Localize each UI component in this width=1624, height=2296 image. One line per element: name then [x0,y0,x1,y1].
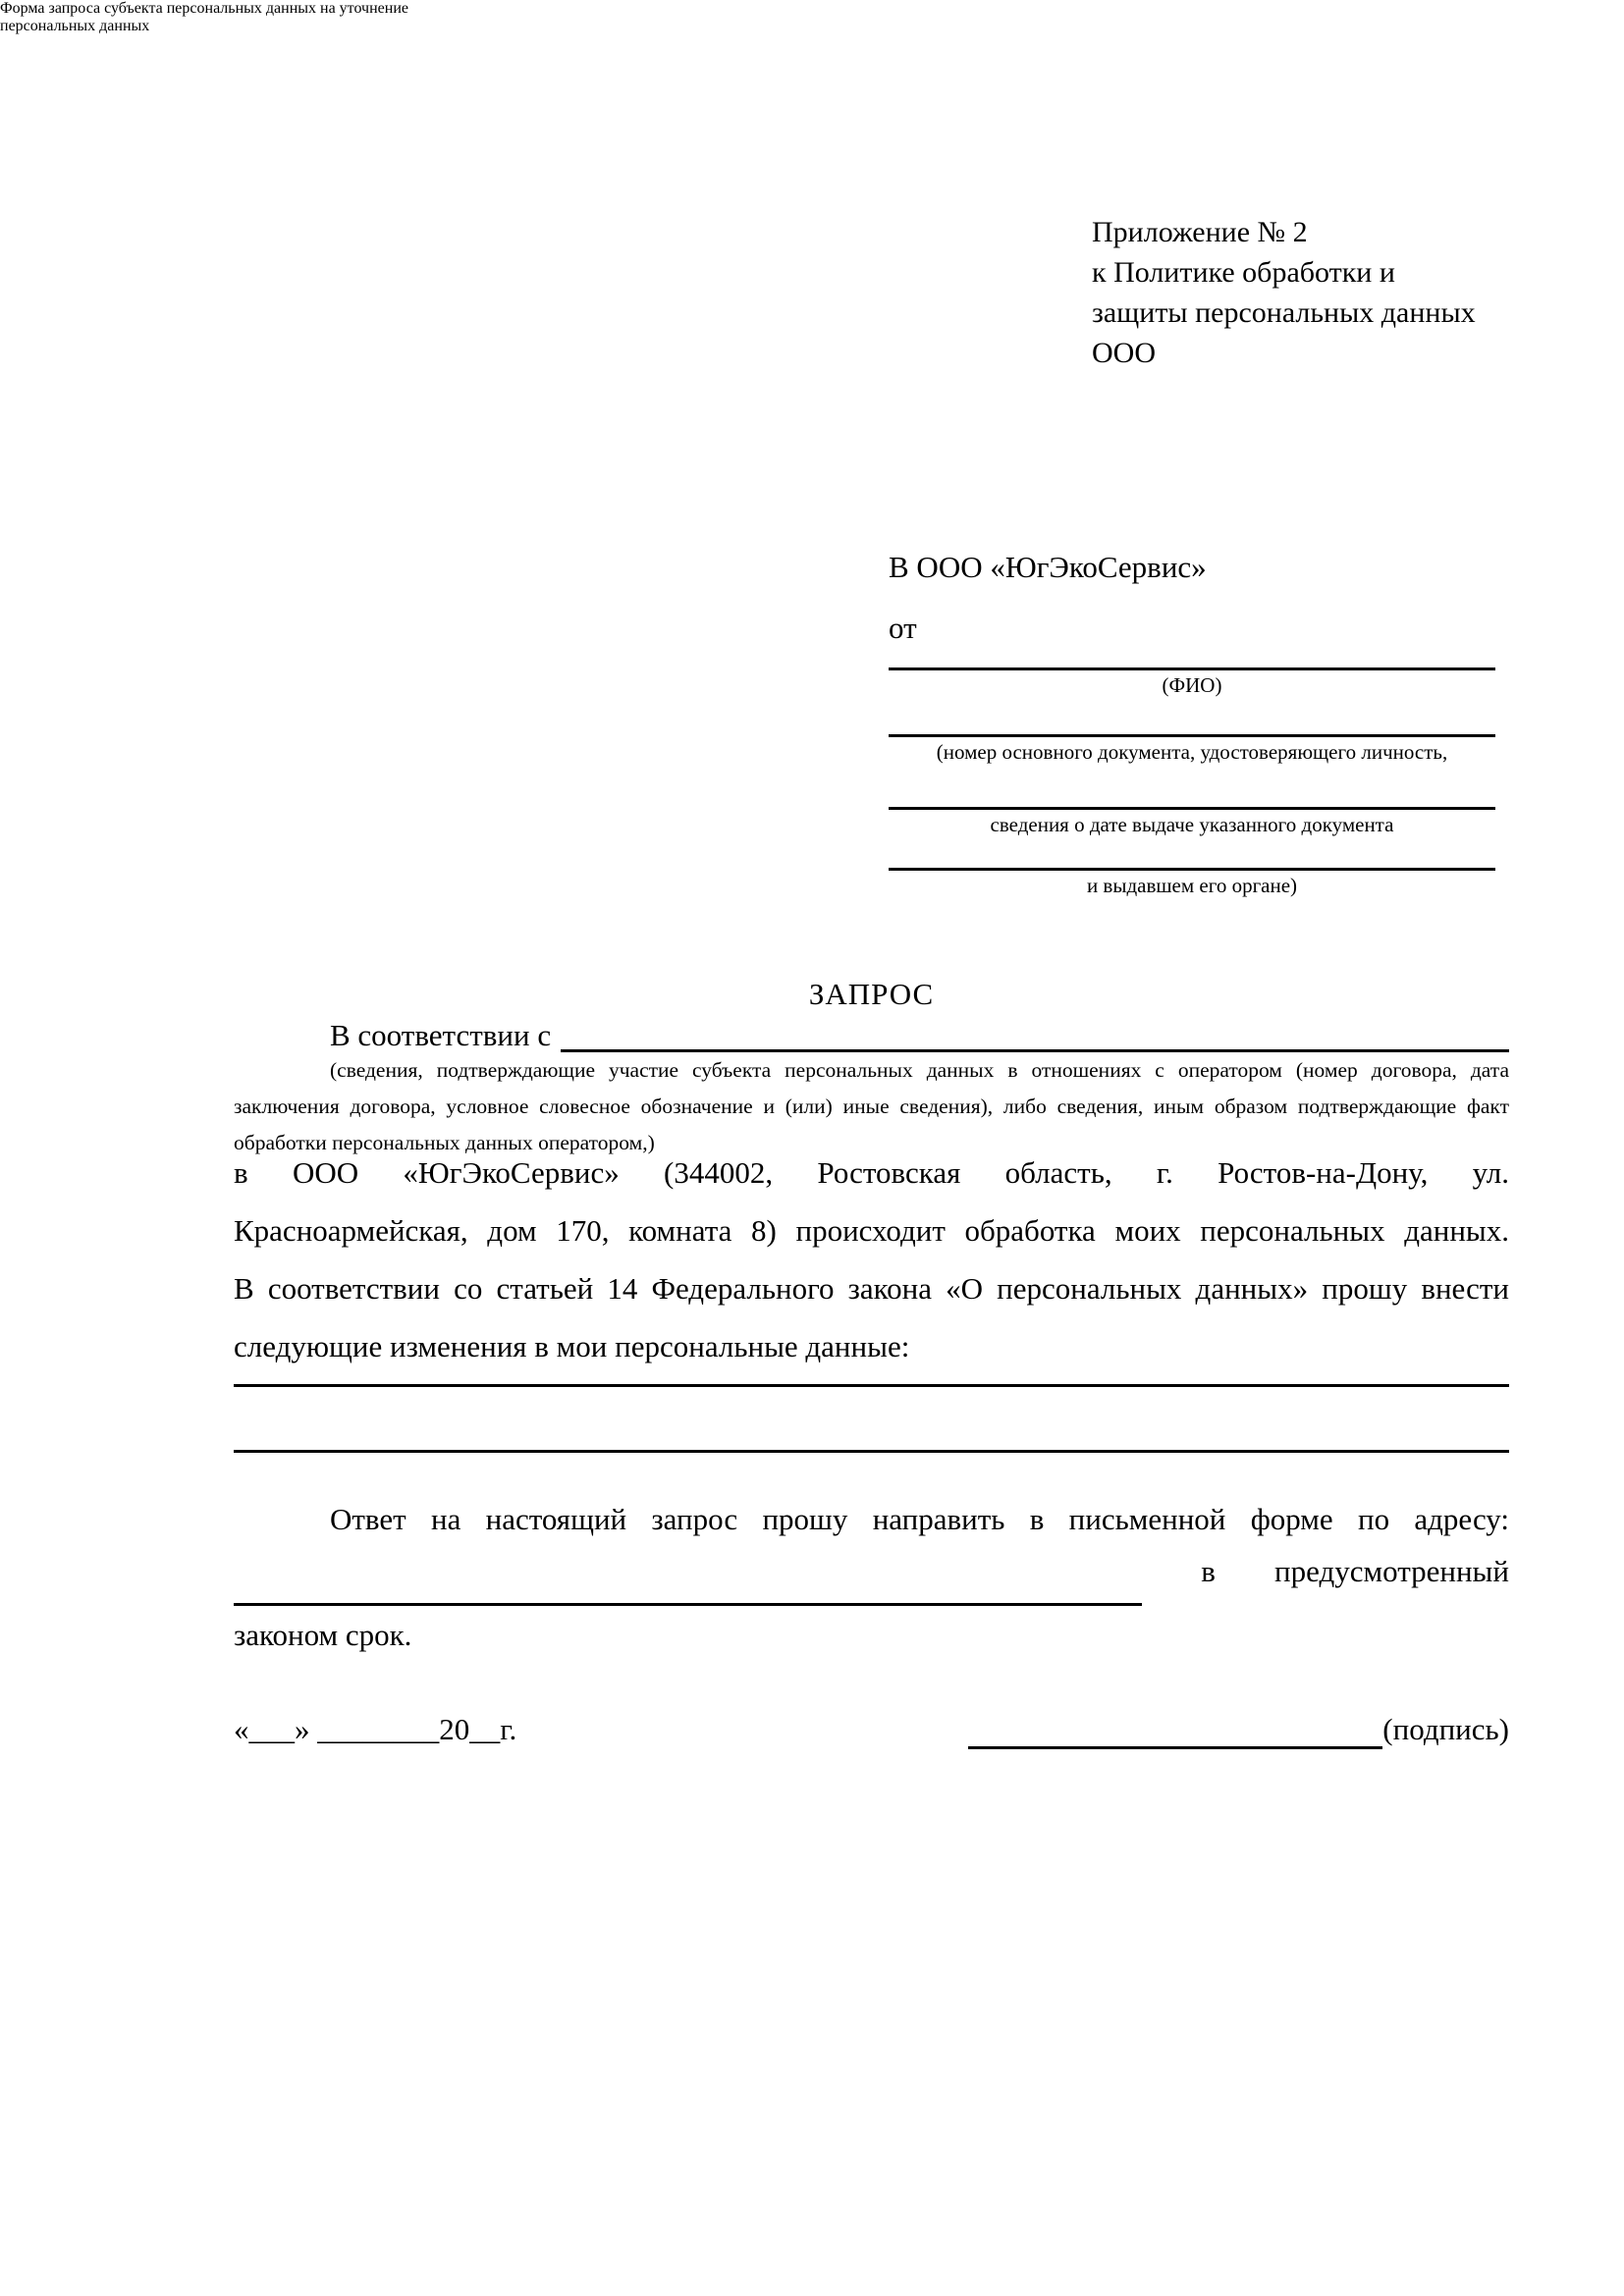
basis-field-line[interactable] [561,1020,1509,1052]
appendix-line: ООО [1092,337,1156,369]
reply-tail-word1: в [1201,1554,1216,1588]
footer-row [234,1710,1509,1749]
request-heading: ЗАПРОС [808,977,935,1011]
body-line: следующие изменения в мои персональные данные: [234,1329,910,1363]
signature-group [968,1710,1509,1749]
reply-line1: Ответ на настоящий запрос прошу направить в письменной форме по адресу: [330,1502,1509,1536]
appendix-line: защиты персональных данных [1092,296,1476,329]
document-title-line1: Форма запроса субъекта персональных данных на уточнение [0,0,408,17]
intro-lead-text: В соответствии с [330,1018,552,1052]
date-field[interactable]: «___» ________20__г. [234,1712,517,1746]
intro-caption-line2: заключения договора, условное словесное обозначение и (или) иные сведения), либо сведения, иным образом подтверждающие факт [234,1095,1509,1118]
reply-line2 [234,1548,1509,1606]
intro-line [330,1019,1509,1052]
body-line: Красноармейская, дом 170, комната 8) происходит обработка моих персональных данных. [234,1213,1509,1248]
addressee-from-label: от [889,611,917,645]
body-line: в ООО «ЮгЭкоСервис» (344002, Ростовская область, г. Ростов-на-Дону, ул. [234,1155,1509,1190]
document-title [0,0,408,35]
signature-field-line[interactable] [968,1713,1382,1749]
id-doc-caption-line1: (номер основного документа, удостоверяющего личность, [936,740,1448,764]
reply-paragraph [234,1490,1509,1664]
id-doc-caption-line2: сведения о дате выдаче указанного документа [990,813,1394,836]
body-paragraph [234,1144,1509,1375]
intro-caption-line1: (сведения, подтверждающие участие субъекта персональных данных в отношениях с оператором (номер договора, дата [330,1058,1509,1082]
fio-caption: (ФИО) [1162,673,1222,697]
reply-address-field-line[interactable] [234,1556,1142,1606]
reply-tail-word2: предусмотренный [1274,1554,1509,1588]
changes-field-line-1[interactable] [234,1351,1509,1387]
document-title-line2: персональных данных [0,18,150,34]
changes-field-line-2[interactable] [234,1416,1509,1453]
id-doc-issue-date-field-line[interactable] [889,773,1495,810]
intro-caption-line3: обработки персональных данных оператором,) [234,1131,655,1154]
fio-field-line[interactable] [889,633,1495,670]
appendix-block [1092,212,1514,373]
body-line: В соответствии со статьей 14 Федерального закона «О персональных данных» прошу внести [234,1271,1509,1306]
signature-caption: (подпись) [1382,1712,1509,1746]
addressee-to: В ООО «ЮгЭкоСервис» [889,550,1207,584]
appendix-line: Приложение № 2 [1092,216,1308,248]
id-doc-caption-line3: и выдавшем его органе) [1086,874,1298,897]
id-doc-authority-field-line[interactable] [889,833,1495,871]
appendix-line: к Политике обработки и [1092,256,1395,289]
id-doc-number-field-line[interactable] [889,700,1495,737]
reply-line3: законом срок. [234,1618,412,1652]
